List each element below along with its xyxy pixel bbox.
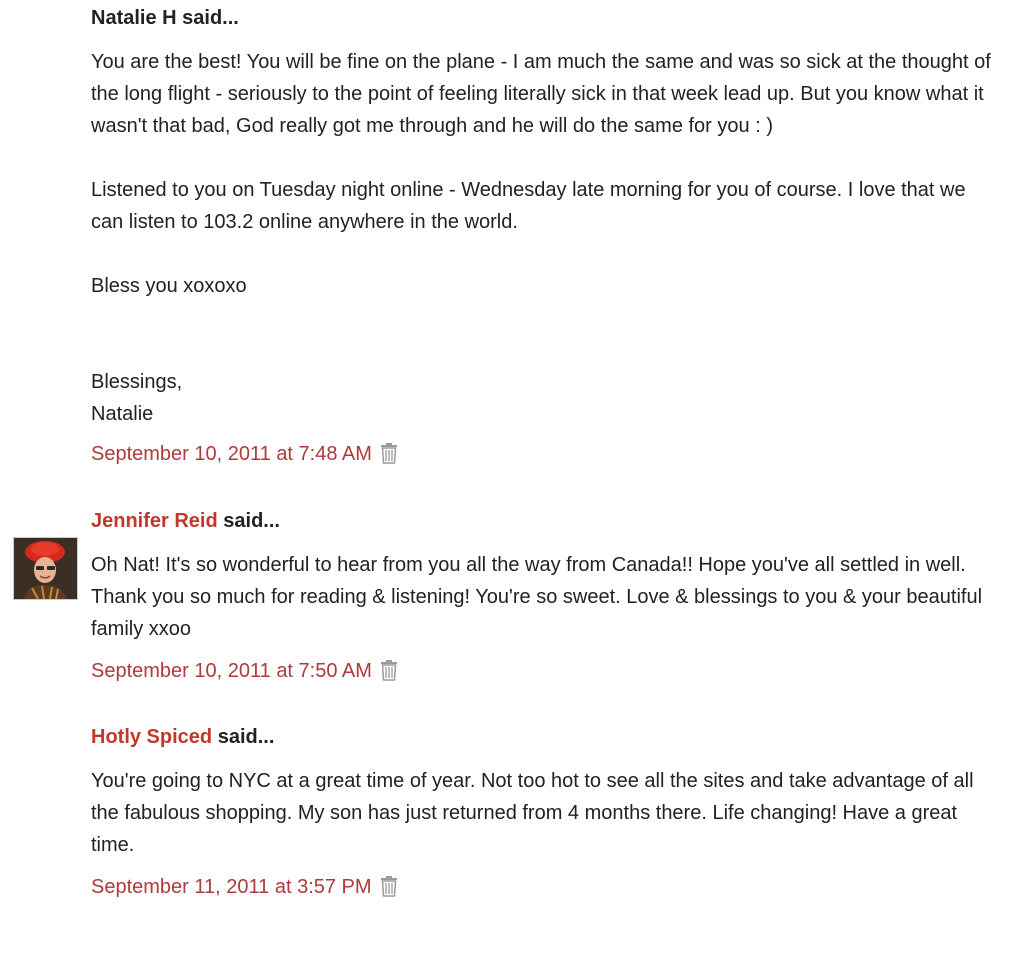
comment-paragraph: Listened to you on Tuesday night online - Wednesday late morning for you of course. I love that we can listen to 103.2 online anywhere in the world. — [91, 179, 966, 233]
comment-timestamp-link[interactable]: September 11, 2011 at 3:57 PM — [91, 876, 372, 898]
comment-author-line — [91, 6, 991, 30]
comment-hotly-spiced — [0, 725, 991, 899]
comment-said: said... — [217, 726, 275, 748]
comment-meta — [91, 442, 991, 466]
comment-blank-line — [91, 302, 991, 334]
avatar[interactable] — [13, 537, 78, 600]
comment-timestamp-link[interactable]: September 10, 2011 at 7:50 AM — [91, 660, 372, 682]
comment-author-link[interactable]: Jennifer Reid — [91, 510, 218, 532]
comment-body — [91, 765, 991, 861]
comment-said: said... — [182, 7, 239, 29]
trash-icon[interactable] — [378, 659, 400, 681]
comment-natalie — [0, 6, 991, 466]
trash-icon[interactable] — [378, 875, 400, 897]
comment-paragraph: You are the best! You will be fine on the plane - I am much the same and was so sick at the thought of the long flight - seriously to the point of feeling literally sick in that week lead up. But you know what it wasn't that bad, God really got me through and he will do the same for you : ) — [91, 51, 991, 137]
comment-author: Natalie H — [91, 7, 177, 29]
comment-paragraph: You're going to NYC at a great time of year. Not too hot to see all the sites and take advantage of all the fabulous shopping. My son has just returned from 4 months there. Life changing! Have a great time. — [91, 770, 974, 856]
comment-body — [91, 549, 991, 645]
comment-paragraph: Natalie — [91, 403, 154, 425]
comment-blank-line — [91, 334, 991, 366]
comment-meta — [91, 659, 991, 683]
comment-body — [91, 46, 991, 430]
comment-author-link[interactable]: Hotly Spiced — [91, 726, 213, 748]
trash-icon[interactable] — [378, 442, 400, 464]
comment-paragraph: Blessings, — [91, 371, 183, 393]
comment-paragraph: Oh Nat! It's so wonderful to hear from you all the way from Canada!! Hope you've all settled in well. Thank you so much for reading & listening! You're so sweet. Love & blessings to you & your beautiful family xxoo — [91, 554, 983, 640]
comment-meta — [91, 875, 991, 899]
comment-said: said... — [223, 510, 280, 532]
comment-blank-line — [91, 142, 991, 174]
comment-author-line — [91, 509, 991, 533]
comment-blank-line — [91, 238, 991, 270]
comment-paragraph: Bless you xoxoxo — [91, 275, 247, 297]
comment-timestamp-link[interactable]: September 10, 2011 at 7:48 AM — [91, 443, 372, 465]
comment-author-line — [91, 725, 991, 749]
comment-jennifer — [0, 509, 991, 683]
